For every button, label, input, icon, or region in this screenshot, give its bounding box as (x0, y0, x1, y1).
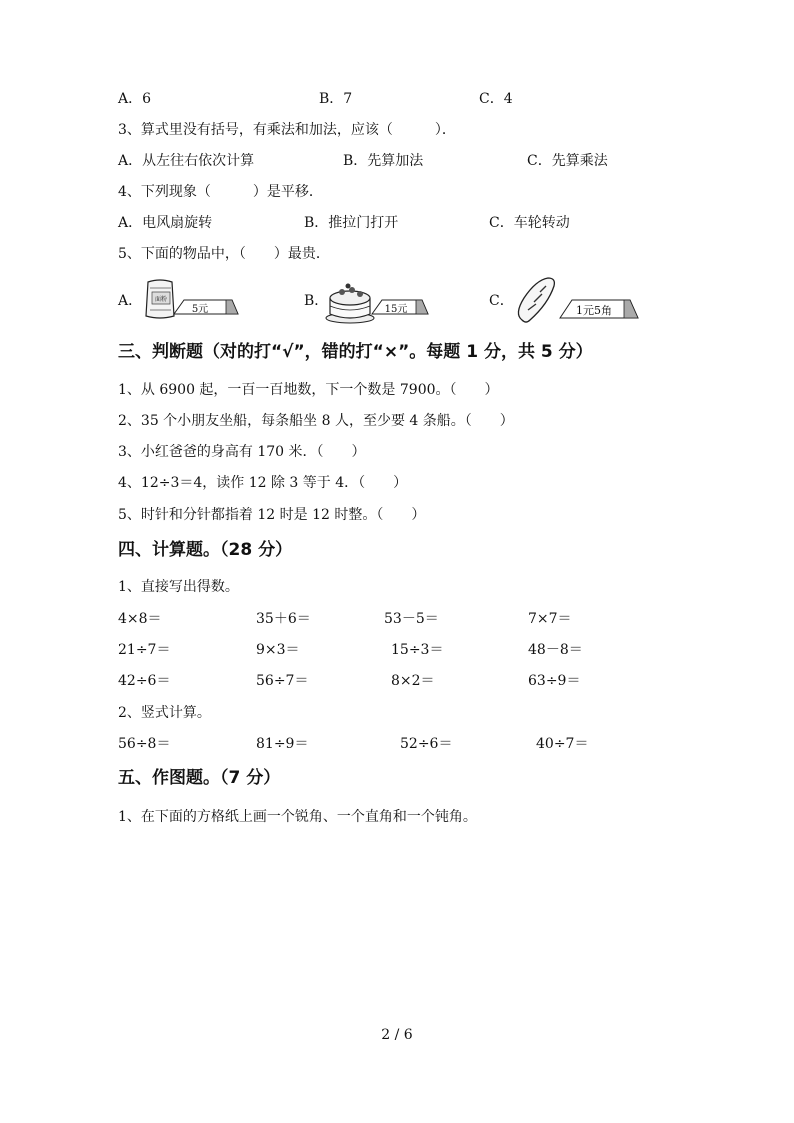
q3-option-b: B．先算加法 (343, 153, 424, 169)
q5-option-c-price: 1元5角 (576, 304, 612, 317)
page-number: 2 / 6 (381, 1027, 413, 1043)
calc-r2-c3: 15÷3＝ (391, 642, 444, 658)
s3-item-2: 2、35 个小朋友坐船，每条船坐 8 人，至少要 4 条船。（ ） (118, 413, 514, 429)
q5-option-a-price: 5元 (191, 304, 209, 315)
q4-stem: 4、下列现象（ ）是平移． (118, 184, 323, 200)
vertical-calc-2: 81÷9＝ (256, 736, 309, 752)
q3-option-a: A．从左往右依次计算 (118, 153, 255, 169)
cake-icon (322, 276, 432, 326)
section5-heading: 五、作图题。（7 分） (118, 768, 281, 788)
q5-option-b-letter: B． (304, 293, 329, 309)
section4-heading: 四、计算题。（28 分） (118, 540, 293, 560)
section3-heading: 三、判断题（对的打“√”，错的打“×”。每题 1 分，共 5 分） (118, 342, 593, 362)
calc-r3-c4: 63÷9＝ (528, 673, 581, 689)
s3-item-4: 4、12÷3＝4，读作 12 除 3 等于 4．（ ） (118, 475, 408, 491)
bread-icon (512, 274, 642, 328)
q3-stem: 3、算式里没有括号，有乘法和加法，应该（ ）． (118, 122, 456, 138)
q4-option-a: A．电风扇旋转 (118, 215, 213, 231)
calc-r3-c3: 8×2＝ (391, 673, 435, 689)
s5-item-1: 1、在下面的方格纸上画一个锐角、一个直角和一个钝角。 (118, 809, 477, 825)
calc-r1-c2: 35＋6＝ (256, 611, 311, 627)
q2-option-a: A．6 (118, 91, 152, 107)
calc-r1-c1: 4×8＝ (118, 611, 162, 627)
q3-option-c: C．先算乘法 (527, 153, 608, 169)
q4-option-c: C．车轮转动 (489, 215, 570, 231)
calc-r2-c1: 21÷7＝ (118, 642, 171, 658)
q5-option-a-letter: A． (118, 293, 143, 309)
s3-item-1: 1、从 6900 起，一百一百地数，下一个数是 7900。（ ） (118, 382, 499, 398)
s3-item-5: 5、时针和分针都指着 12 时是 12 时整。（ ） (118, 507, 426, 523)
q5-option-b-price: 15元 (384, 304, 408, 315)
s4-sub1: 1、直接写出得数。 (118, 579, 239, 595)
calc-r1-c4: 7×7＝ (528, 611, 572, 627)
q5-option-c-letter: C． (489, 293, 514, 309)
flour-bag-icon (140, 276, 240, 326)
s4-sub2: 2、竖式计算。 (118, 705, 211, 721)
calc-r3-c2: 56÷7＝ (256, 673, 309, 689)
calc-r2-c4: 48－8＝ (528, 642, 583, 658)
calc-r3-c1: 42÷6＝ (118, 673, 171, 689)
vertical-calc-4: 40÷7＝ (536, 736, 589, 752)
calc-r1-c3: 53－5＝ (384, 611, 439, 627)
vertical-calc-1: 56÷8＝ (118, 736, 171, 752)
vertical-calc-3: 52÷6＝ (400, 736, 453, 752)
q2-option-b: B．7 (319, 91, 353, 107)
calc-r2-c2: 9×3＝ (256, 642, 300, 658)
q2-option-c: C．4 (479, 91, 513, 107)
q4-option-b: B．推拉门打开 (304, 215, 399, 231)
flour-bag-label: 面粉 (154, 296, 168, 303)
q5-stem: 5、下面的物品中，（ ）最贵． (118, 246, 330, 262)
s3-item-3: 3、小红爸爸的身高有 170 米．（ ） (118, 444, 366, 460)
